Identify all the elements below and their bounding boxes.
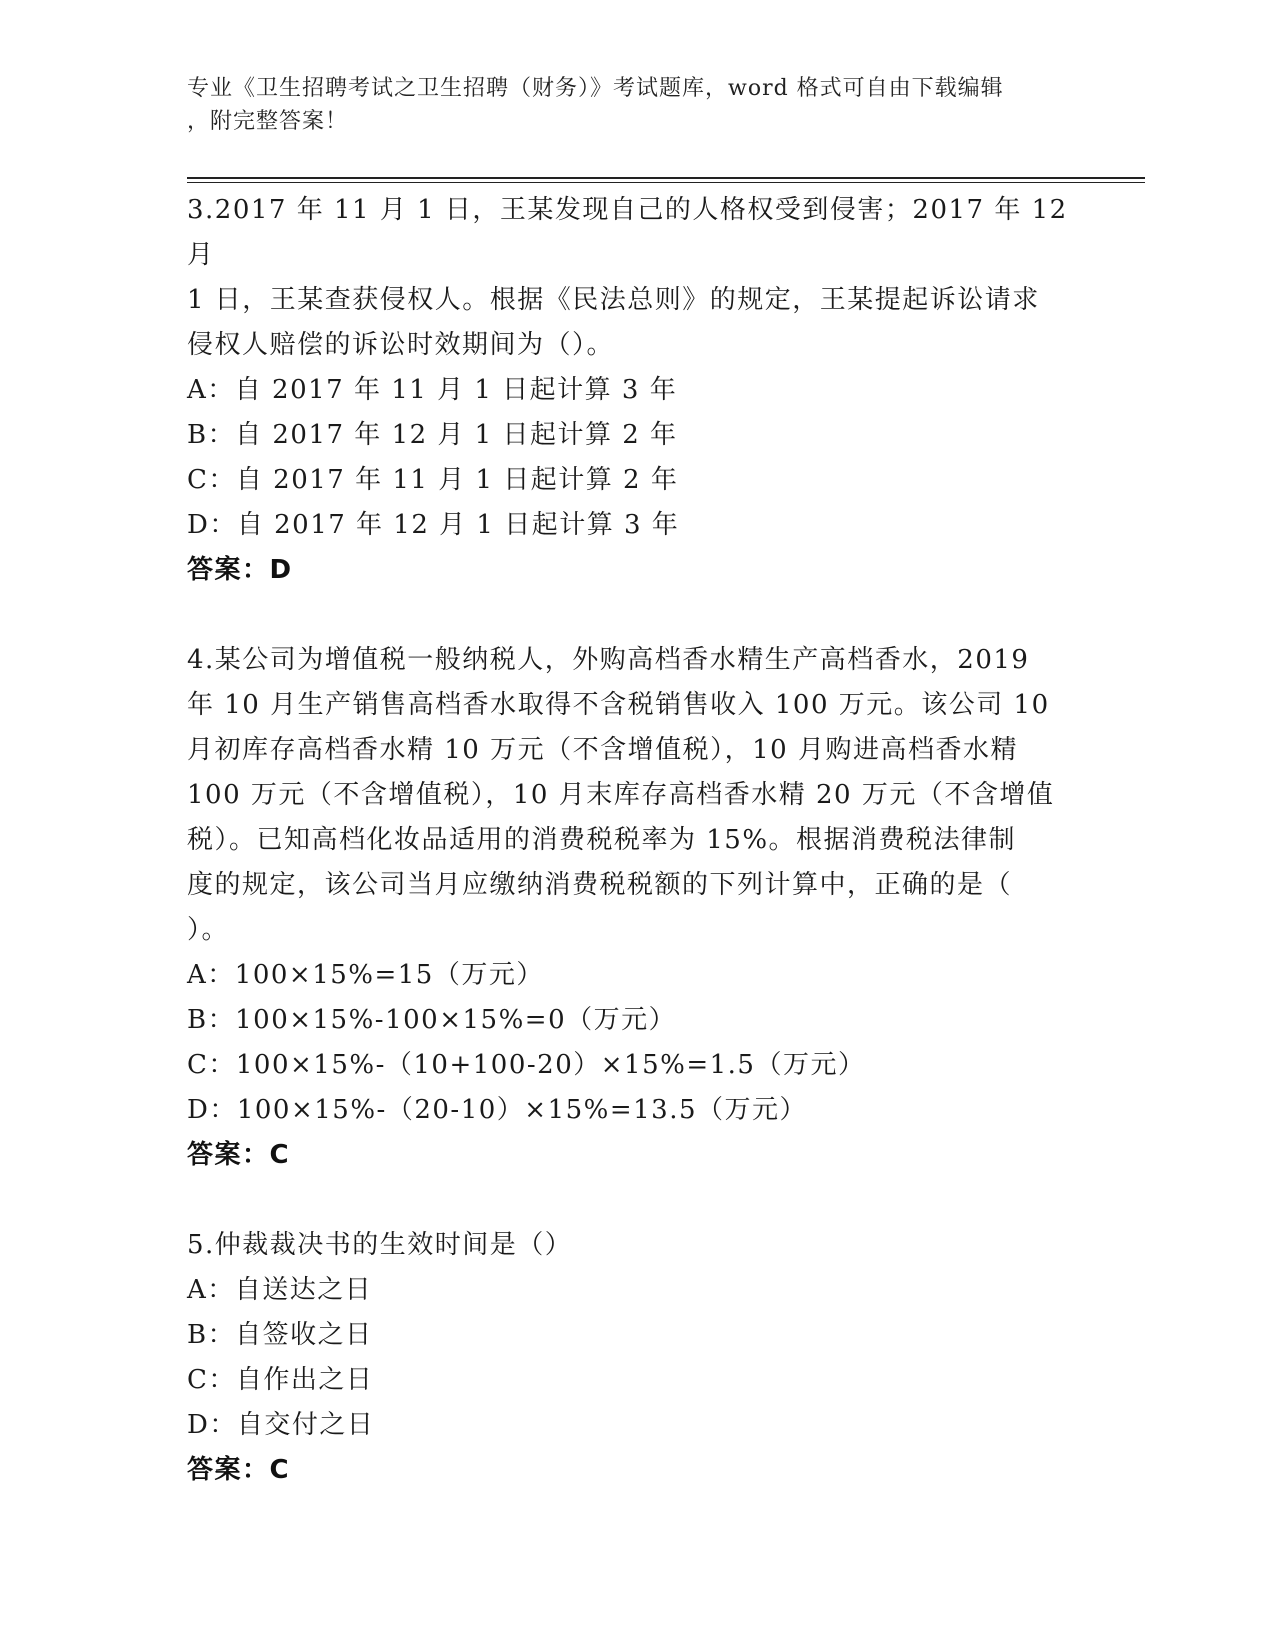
question-stem-line: 度的规定，该公司当月应缴纳消费税税额的下列计算中，正确的是（ bbox=[187, 870, 1013, 900]
question-stem-line: 1 日，王某查获侵权人。根据《民法总则》的规定，王某提起诉讼请求 bbox=[187, 285, 1040, 315]
answer: 答案：C bbox=[187, 1140, 291, 1170]
question-stem-line: 100 万元（不含增值税），10 月末库存高档香水精 20 万元（不含增值 bbox=[187, 780, 1055, 810]
option-d: D：自 2017 年 12 月 1 日起计算 3 年 bbox=[187, 510, 680, 540]
question-stem-line: ）。 bbox=[187, 915, 230, 945]
option-d: D：自交付之日 bbox=[187, 1410, 375, 1440]
header-divider-thin bbox=[187, 182, 1145, 183]
question-stem-line: 4.某公司为增值税一般纳税人，外购高档香水精生产高档香水，2019 bbox=[187, 645, 1030, 675]
option-a: A：自送达之日 bbox=[187, 1275, 373, 1305]
question-stem-line: 年 10 月生产销售高档香水取得不含税销售收入 100 万元。该公司 10 bbox=[187, 690, 1050, 720]
question-stem-line: 5.仲裁裁决书的生效时间是（） bbox=[187, 1230, 573, 1260]
header-line-1: 专业《卫生招聘考试之卫生招聘（财务）》考试题库，word 格式可自由下载编辑 bbox=[187, 76, 1004, 101]
option-b: B：100×15%-100×15%=0（万元） bbox=[187, 1005, 677, 1035]
question-list bbox=[187, 188, 1087, 1493]
page-header bbox=[187, 72, 1087, 138]
question-stem-line: 侵权人赔偿的诉讼时效期间为（）。 bbox=[187, 330, 615, 360]
option-b: B：自签收之日 bbox=[187, 1320, 373, 1350]
header-divider-thick bbox=[187, 177, 1145, 179]
answer: 答案：C bbox=[187, 1455, 291, 1485]
question-stem-line: 月初库存高档香水精 10 万元（不含增值税），10 月购进高档香水精 bbox=[187, 735, 1018, 765]
question-4 bbox=[187, 638, 1087, 1178]
question-stem-line: 3.2017 年 11 月 1 日，王某发现自己的人格权受到侵害；2017 年 12 月 bbox=[187, 195, 1068, 270]
header-line-2: ，附完整答案！ bbox=[187, 109, 349, 134]
question-5 bbox=[187, 1223, 1087, 1493]
option-c: C：100×15%-（10+100-20）×15%=1.5（万元） bbox=[187, 1050, 866, 1080]
answer: 答案：D bbox=[187, 555, 293, 585]
option-c: C：自 2017 年 11 月 1 日起计算 2 年 bbox=[187, 465, 679, 495]
option-a: A：自 2017 年 11 月 1 日起计算 3 年 bbox=[187, 375, 678, 405]
question-3 bbox=[187, 188, 1087, 593]
option-d: D：100×15%-（20-10）×15%=13.5（万元） bbox=[187, 1095, 808, 1125]
option-a: A：100×15%=15（万元） bbox=[187, 960, 544, 990]
option-b: B：自 2017 年 12 月 1 日起计算 2 年 bbox=[187, 420, 678, 450]
question-stem-line: 税）。已知高档化妆品适用的消费税税率为 15%。根据消费税法律制 bbox=[187, 825, 1017, 855]
option-c: C：自作出之日 bbox=[187, 1365, 374, 1395]
question-spacer bbox=[187, 593, 1087, 638]
question-spacer bbox=[187, 1178, 1087, 1223]
